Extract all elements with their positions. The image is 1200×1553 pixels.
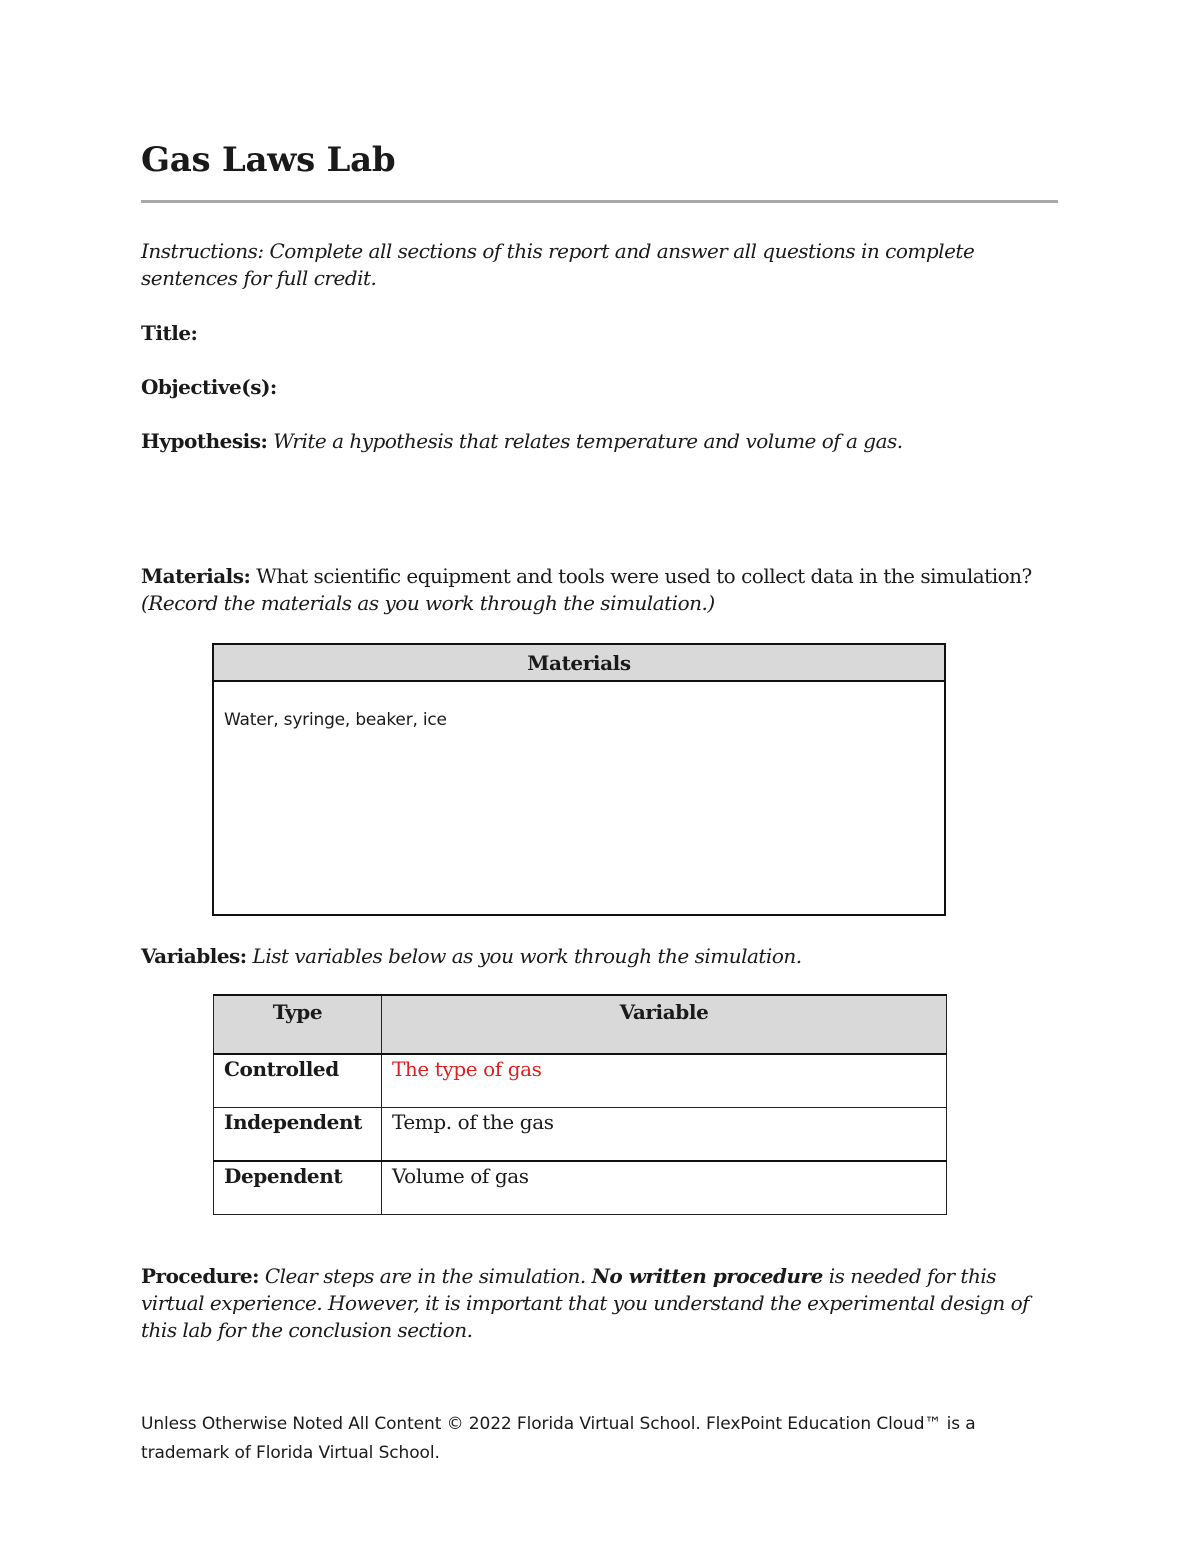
objective-field (141, 374, 1061, 401)
materials-label: Materials: (141, 564, 251, 588)
materials-field (141, 563, 1061, 617)
title-label: Title: (141, 321, 198, 345)
hypothesis-label: Hypothesis: (141, 429, 268, 453)
materials-table-header: Materials (213, 644, 945, 681)
variable-type-cell: Dependent (214, 1161, 382, 1215)
variables-prompt: List variables below as you work through the simulation. (252, 944, 802, 968)
variables-header-variable: Variable (381, 995, 946, 1054)
copyright-footer: Unless Otherwise Noted All Content © 2022 Florida Virtual School. FlexPoint Education Cloud™ is a trademark of Florida Virtual School. (141, 1414, 976, 1463)
variable-value-cell[interactable]: Temp. of the gas (381, 1108, 946, 1162)
procedure-text: Clear steps are in the simulation. (264, 1264, 586, 1288)
title-divider (141, 200, 1058, 203)
variable-type-cell: Controlled (214, 1054, 382, 1108)
procedure-field (141, 1263, 1061, 1344)
procedure-emphasis: No written procedure (591, 1264, 823, 1288)
hypothesis-field (141, 428, 1061, 455)
hypothesis-prompt: Write a hypothesis that relates temperature and volume of a gas. (273, 429, 903, 453)
variable-value-cell[interactable]: The type of gas (381, 1054, 946, 1108)
title-field (141, 320, 1061, 347)
instructions-text: Instructions: Complete all sections of this report and answer all questions in complete sentences for full credit. (141, 239, 975, 290)
table-row (214, 1161, 947, 1215)
materials-table (212, 643, 946, 916)
procedure-text-continued: is needed for this virtual experience. However, it is important that you understand the experimental design of this lab for the conclusion section. (141, 1264, 1030, 1342)
materials-table-cell[interactable]: Water, syringe, beaker, ice (213, 681, 945, 915)
materials-prompt: What scientific equipment and tools were used to collect data in the simulation? (256, 564, 1032, 588)
table-row (214, 1054, 947, 1108)
materials-note: (Record the materials as you work through the simulation.) (141, 591, 715, 615)
variable-type-cell: Independent (214, 1108, 382, 1162)
variables-field (141, 943, 1061, 970)
variable-value-cell[interactable]: Volume of gas (381, 1161, 946, 1215)
page-title: Gas Laws Lab (141, 140, 396, 180)
table-row (214, 1108, 947, 1162)
variables-header-type: Type (214, 995, 382, 1054)
procedure-label: Procedure: (141, 1264, 259, 1288)
variables-label: Variables: (141, 944, 247, 968)
objective-label: Objective(s): (141, 375, 277, 399)
variables-table (213, 994, 947, 1215)
